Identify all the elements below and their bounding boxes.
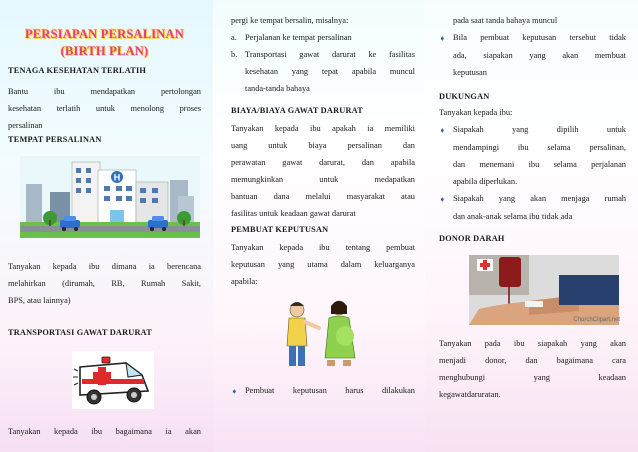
bullet-text: ada, siapakan yang akan membuat — [453, 51, 626, 60]
bullet-text: Pembuat keputusan harus dilakukan — [245, 386, 415, 395]
text-line: BPS, atau lainnya) — [8, 296, 71, 305]
text-line: melahirkan (dirumah, RB, Rumah Sakit, — [8, 279, 201, 288]
bullet-line — [439, 190, 626, 208]
bullet-line — [439, 173, 626, 190]
arrow-bullet-icon: ➧ — [439, 195, 446, 204]
bullet-text: apabila diperlukan. — [453, 177, 518, 186]
heading-biaya: BIAYA/BIAYA GAWAT DARURAT — [231, 106, 363, 115]
bullet-indent — [439, 64, 453, 81]
keputusan-paragraph — [231, 239, 415, 290]
donor-paragraph — [439, 335, 626, 403]
bullet-line — [439, 139, 626, 156]
hospital-sign-letter: H — [113, 172, 121, 183]
text-line: Tanyakan kepada ibu apakah ia memiliki — [231, 124, 415, 133]
bullet-line — [439, 29, 626, 47]
ambulance-illustration — [72, 351, 201, 409]
title-line-2: (BIRTH PLAN) — [60, 44, 149, 58]
text-line: Tanyakan kepada ibu tentang pembuat — [231, 243, 415, 252]
text-line: uang untuk biaya persalinan dan — [231, 141, 415, 150]
text-line: perawatan gawat darurat, dan apabila — [231, 158, 415, 167]
watermark: ChurchClipart.net — [573, 317, 620, 323]
bullet-line — [439, 208, 626, 225]
list-item — [231, 46, 415, 63]
list-item-text: Perjalanan ke tempat persalinan — [245, 33, 352, 42]
column-right — [425, 0, 638, 452]
text-line: pergi ke tempat bersalin, misalnya: — [231, 16, 349, 25]
text-line: menghubungi yang keadaan — [439, 373, 626, 382]
bullet-indent — [439, 173, 453, 190]
list-item — [231, 29, 415, 46]
heading-tenaga: TENAGA KESEHATAN TERLATIH — [8, 66, 147, 75]
list-item — [231, 80, 415, 97]
blood-donor-photo — [469, 255, 626, 325]
bullet-line — [439, 12, 626, 29]
bullet-text: Siapakah yang akan menjaga rumah — [453, 194, 626, 203]
heading-keputusan: PEMBUAT KEPUTUSAN — [231, 225, 329, 234]
text-line: Tanyakan kepada ibu: — [439, 108, 513, 117]
column-middle — [213, 0, 425, 452]
text-line: Tanyakan pada ibu siapakah yang akan — [439, 339, 626, 348]
text-line: fasilitas untuk keadaan gawat darurat — [231, 209, 356, 218]
list-marker: b. — [231, 50, 238, 59]
bullet-text: dan anak-anak selama ibu tidak ada — [453, 212, 573, 221]
bullet-text: mendampingi ibu selama persalinan, — [453, 143, 626, 152]
text-line: persalinan — [8, 121, 43, 130]
bullet-indent — [439, 156, 453, 173]
list-marker: a. — [231, 33, 237, 42]
bullet-indent — [439, 208, 453, 225]
bullet-line — [439, 47, 626, 64]
bullet-indent — [439, 12, 453, 29]
text-line: bantuan dana melalui masyarakat atau — [231, 192, 415, 201]
title-line-1: PERSIAPAN PERSALINAN — [25, 27, 184, 41]
list-item-text: kesehatan yang tepat apabila muncul — [245, 67, 415, 76]
dukungan-bullets — [439, 121, 626, 225]
text-line: kegawatdaruratan. — [439, 390, 501, 399]
bullet-line — [439, 121, 626, 139]
man-figure — [287, 302, 319, 366]
list-item-text: Transportasi gawat darurat ke fasilitas — [245, 50, 415, 59]
text-line: memungkinkan untuk medapatkan — [231, 175, 415, 184]
list-marker — [231, 80, 245, 97]
document-title — [8, 26, 201, 60]
hospital-illustration — [20, 156, 201, 238]
text-line: Bantu ibu mendapatkan pertolongan — [8, 87, 201, 96]
text-line: kesehatan terlatih untuk menolong proses — [8, 104, 201, 113]
text-line: menjadi donor, dan bagaimana cara — [439, 356, 626, 365]
heading-donor: DONOR DARAH — [439, 234, 505, 243]
bullet-text: dan menemani ibu selama perjalanan — [453, 160, 626, 169]
heading-transportasi: TRANSPORTASI GAWAT DARURAT — [8, 328, 152, 337]
woman-figure — [325, 301, 355, 366]
bullet-indent — [439, 139, 453, 156]
arrow-bullet-icon: ➧ — [231, 387, 238, 396]
text-line: Tanyakan kepada ibu bagaimana ia akan — [8, 427, 201, 436]
list-marker — [231, 63, 245, 80]
list-item — [231, 63, 415, 80]
keputusan-bullets — [439, 12, 626, 81]
bullet-line — [439, 156, 626, 173]
bullet-indent — [439, 47, 453, 64]
bullet-text: Bila pembuat keputusan tersebut tidak — [453, 33, 626, 42]
bullet-line — [439, 64, 626, 81]
bullet-text: pada saat tanda bahaya muncul — [453, 16, 558, 25]
arrow-bullet-icon: ➧ — [439, 34, 446, 43]
transport-list — [231, 29, 415, 97]
biaya-paragraph — [231, 120, 415, 222]
bullet-text: keputusan — [453, 68, 487, 77]
bullet-text: Siapakah yang dipilih untuk — [453, 125, 626, 134]
heading-tempat: TEMPAT PERSALINAN — [8, 135, 102, 144]
list-item-text: tanda-tanda bahaya — [245, 84, 310, 93]
column-left — [0, 0, 213, 452]
heading-dukungan: DUKUNGAN — [439, 92, 490, 101]
people-illustration — [265, 296, 415, 370]
text-line: keputusan yang utama dalam keluarganya — [231, 260, 415, 269]
text-line: Tanyakan kepada ibu dimana ia berencana — [8, 262, 201, 271]
arrow-bullet-icon: ➧ — [439, 126, 446, 135]
text-line: apabila: — [231, 277, 258, 286]
bullet-pembuat — [231, 382, 415, 400]
